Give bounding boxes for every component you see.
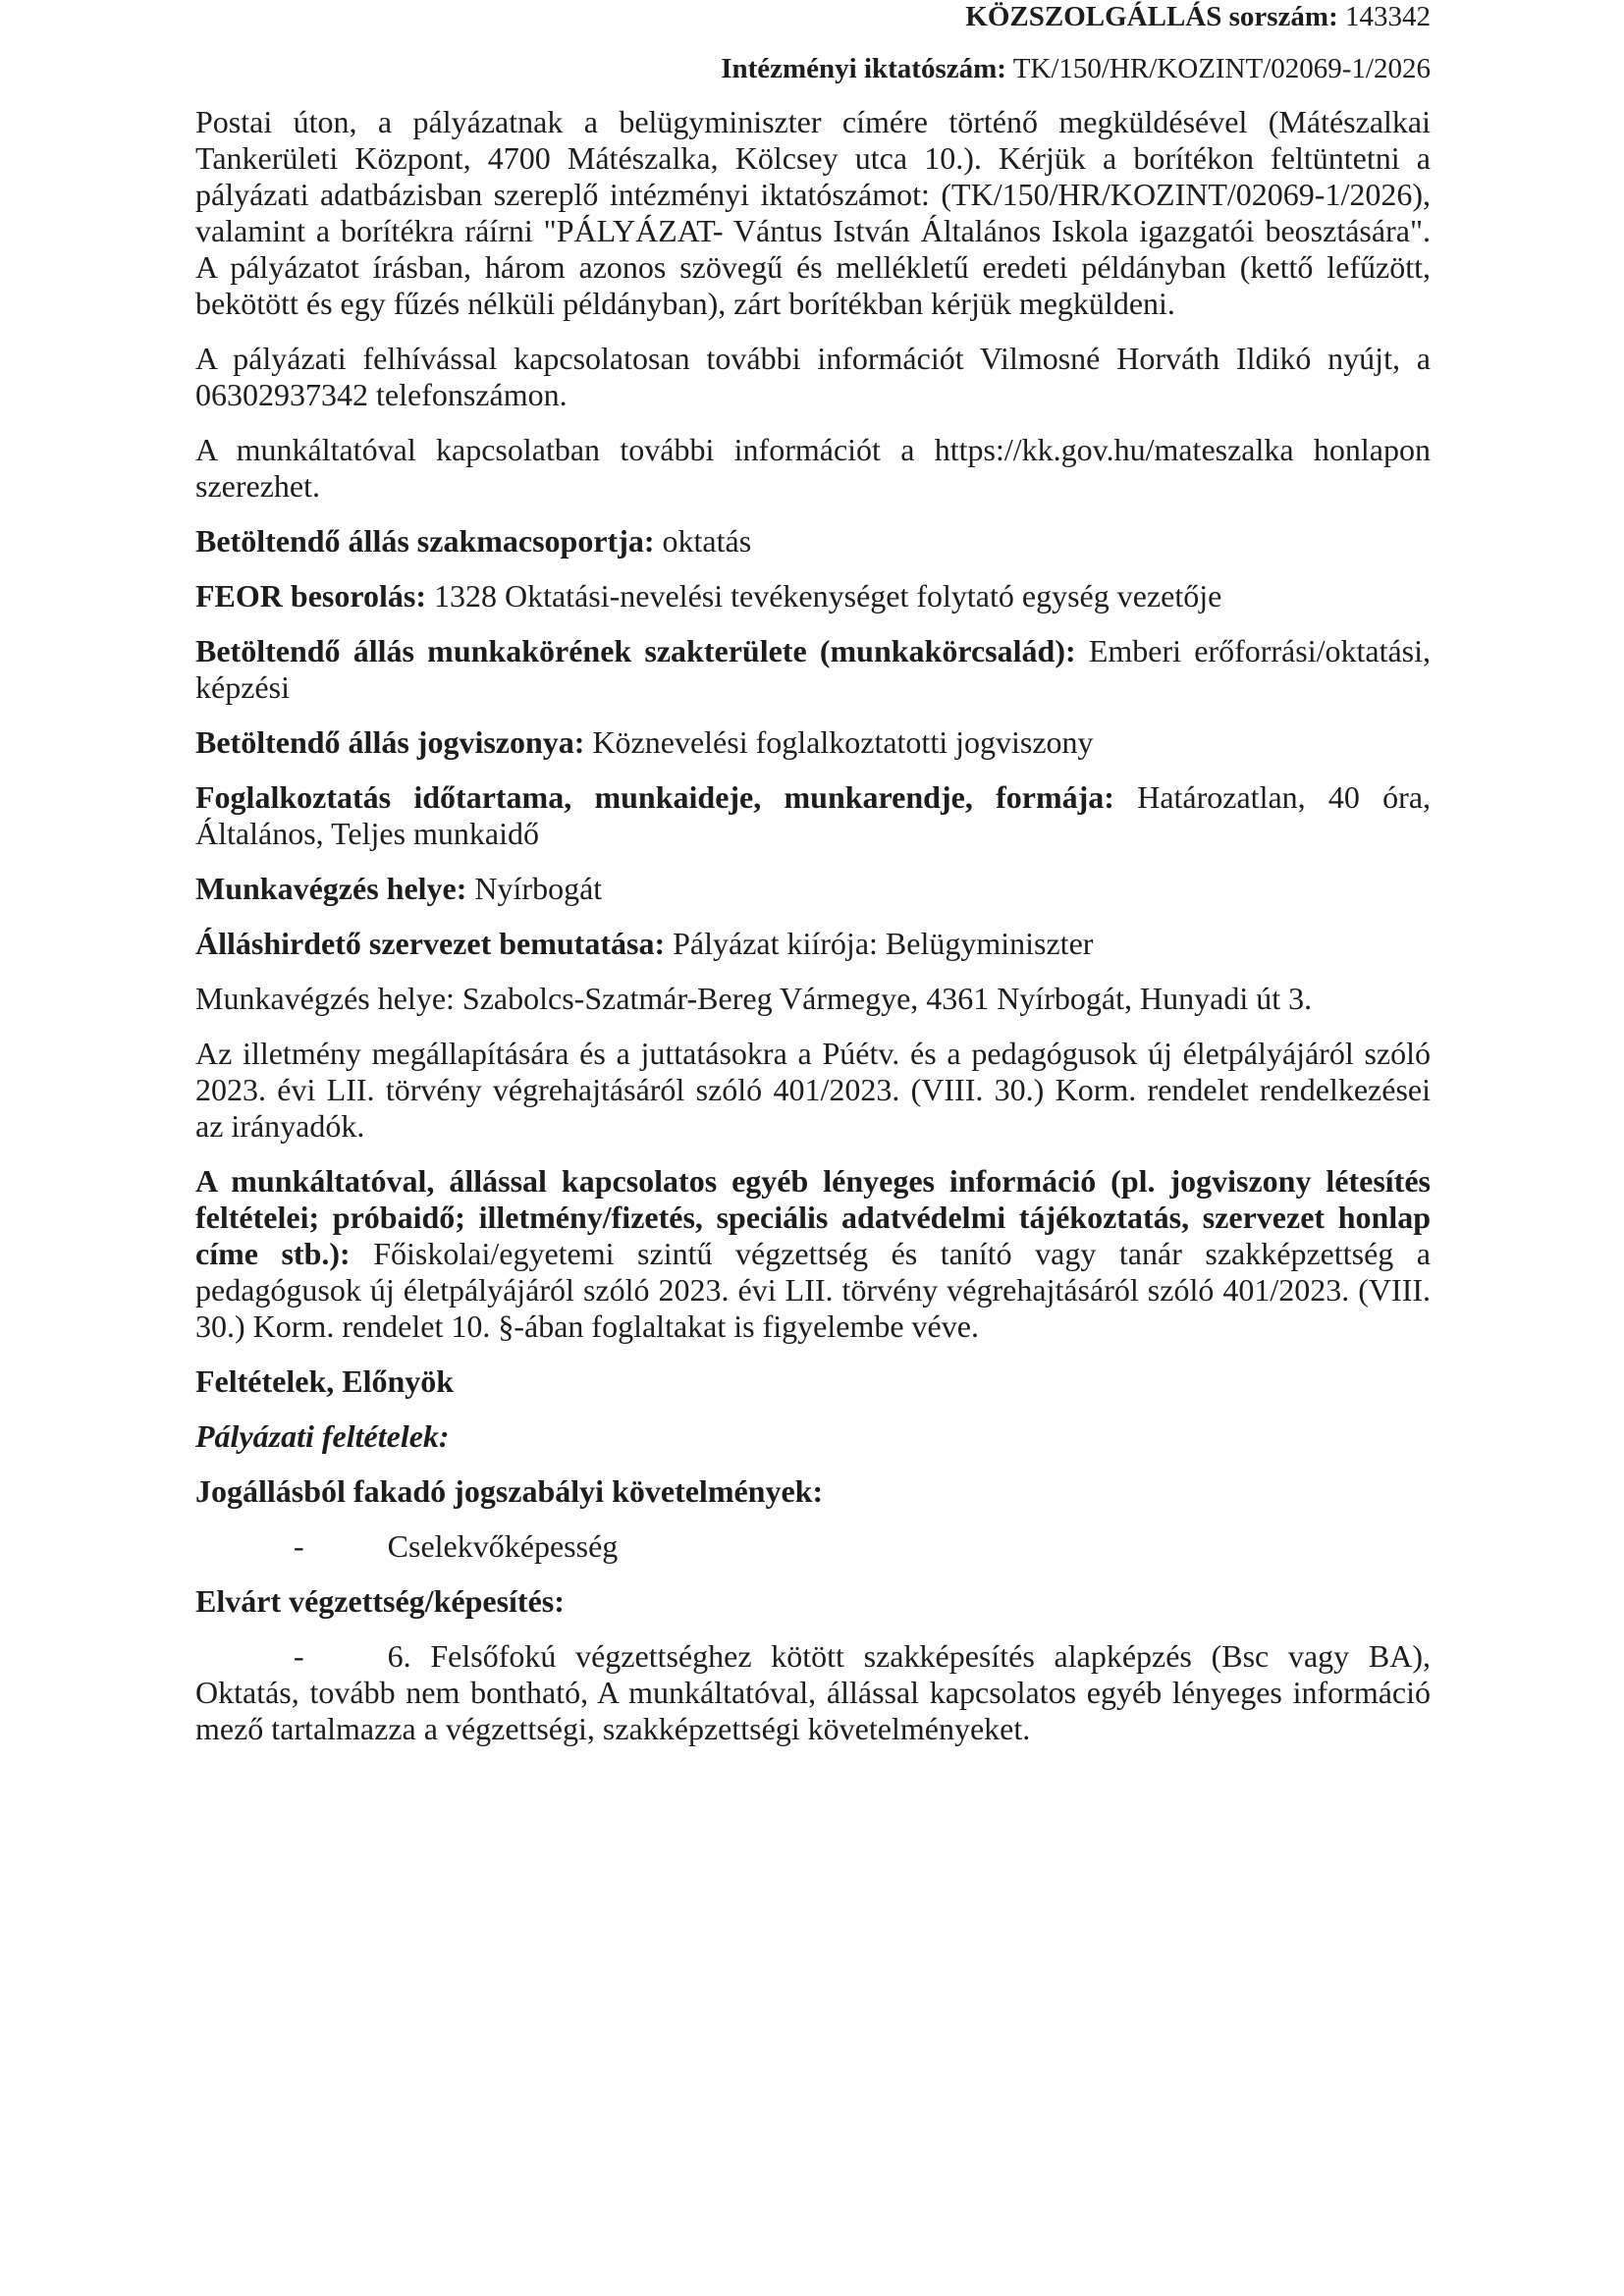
field-profession-group [195,523,1431,560]
field-workplace-label: Munkavégzés helye: [195,871,467,906]
bullet-capacity-text: Cselekvőképesség [387,1528,619,1564]
header-serial-line [195,0,1431,33]
field-employment-terms [195,779,1431,852]
field-legal-relation-value: Köznevelési foglalkoztatotti jogviszony [592,724,1094,760]
header-registry-value: TK/150/HR/KOZINT/02069-1/2026 [1012,53,1431,84]
other-info-value: Főiskolai/egyetemi szintű végzettség és tanító vagy tanár szakképzettség a pedagógusok új életpályájáról szóló 2023. évi LII. törvény végrehajtásáról szóló 401/2023. (VIII. 30.) Korm. rendelet 10. §-ában foglaltakat is figyelembe véve. [195,1236,1432,1344]
field-legal-relation [195,724,1431,761]
field-profession-group-value: oktatás [662,523,752,559]
bullet-qualification-text: 6. Felsőfokú végzettséghez kötött szakképesítés alapképzés (Bsc vagy BA), Oktatás, tovább nem bontható, A munkáltatóval, állással kapcsolatos egyéb lényeges információ mező tartalmazza a végzettségi, szakképzettségi követelményeket. [195,1638,1431,1746]
header-serial-value: 143342 [1345,1,1431,32]
other-info-label: A munkáltatóval, állással kapcsolatos egyéb lényeges információ (pl. jogviszony létesítés feltételei; próbaidő; illetmény/fizetés, speciális adatvédelmi tájékoztatás, szervezet honlap címe stb.): [195,1163,1431,1271]
paragraph-postal-submission: Postai úton, a pályázatnak a belügyminiszter címére történő megküldésével (Mátészalkai Tankerületi Központ, 4700 Mátészalka, Kölcsey utca 10.). Kérjük a borítékon feltüntetni a pályázati adatbázisban szereplő intézményi iktatószámot: (TK/150/HR/KOZINT/02069-1/2026), valamint a borítékra ráírni "PÁLYÁZAT- Vántus István Általános Iskola igazgatói beosztására". A pályázatot írásban, három azonos szövegű és mellékletű eredeti példányban (kettő lefűzött, bekötött és egy fűzés nélküli példányban), zárt borítékban kérjük megküldeni. [195,104,1431,321]
field-feor-value: 1328 Oktatási-nevelési tevékenységet folytató egység vezetője [433,578,1222,614]
field-specialty [195,633,1431,706]
header-serial-label: KÖZSZOLGÁLLÁS sorszám: [965,1,1338,32]
document-content [195,0,1431,1766]
field-organization-intro-value: Pályázat kiírója: Belügyminiszter [673,926,1094,961]
field-organization-intro-label: Álláshirdető szervezet bemutatása: [195,926,666,961]
conditions-heading: Feltételek, Előnyök [195,1363,455,1399]
legal-requirements-subheading: Jogállásból fakadó jogszabályi követelmények: [195,1473,824,1509]
salary-paragraph: Az illetmény megállapítására és a juttatásokra a Púétv. és a pedagógusok új életpályájáról szóló 2023. évi LII. törvény végrehajtásáról szóló 401/2023. (VIII. 30.) Korm. rendelet rendelkezései az irányadók. [195,1036,1431,1144]
paragraph-contact-info: A pályázati felhívással kapcsolatosan további információt Vilmosné Horváth Ildikó nyújt, a 06302937342 telefonszámon. [195,341,1431,412]
field-workplace [195,871,1431,907]
bullet-capacity [195,1528,1431,1565]
other-info-paragraph [195,1163,1431,1345]
field-feor-label: FEOR besorolás: [195,578,426,614]
bullet-dash: - [294,1528,304,1564]
field-employment-terms-value: Határozatlan, 40 óra, Általános, Teljes munkaidő [195,779,1432,851]
field-specialty-label: Betöltendő állás munkakörének szakterülete (munkakörcsalád): [195,633,1076,668]
field-organization-intro [195,926,1431,962]
qualification-subheading: Elvárt végzettség/képesítés: [195,1583,565,1619]
bullet-qualification [195,1638,1431,1747]
bullet-dash: - [294,1638,304,1674]
header-registry-label: Intézményi iktatószám: [721,53,1006,84]
field-employment-terms-label: Foglalkoztatás időtartama, munkaideje, munkarendje, formája: [195,779,1114,815]
paragraph-employer-website: A munkáltatóval kapcsolatban további információt a https://kk.gov.hu/mateszalka honlapon szerezhet. [195,432,1431,504]
field-specialty-value: Emberi erőforrási/oktatási, képzési [195,633,1432,705]
field-profession-group-label: Betöltendő állás szakmacsoportja: [195,523,655,559]
header-registry-line [195,52,1431,85]
field-workplace-value: Nyírbogát [474,871,603,906]
field-legal-relation-label: Betöltendő állás jogviszonya: [195,724,585,760]
field-feor [195,578,1431,614]
application-conditions-subheading: Pályázati feltételek: [195,1418,450,1454]
workplace-address-line: Munkavégzés helye: Szabolcs-Szatmár-Bereg Vármegye, 4361 Nyírbogát, Hunyadi út 3. [195,981,1313,1016]
